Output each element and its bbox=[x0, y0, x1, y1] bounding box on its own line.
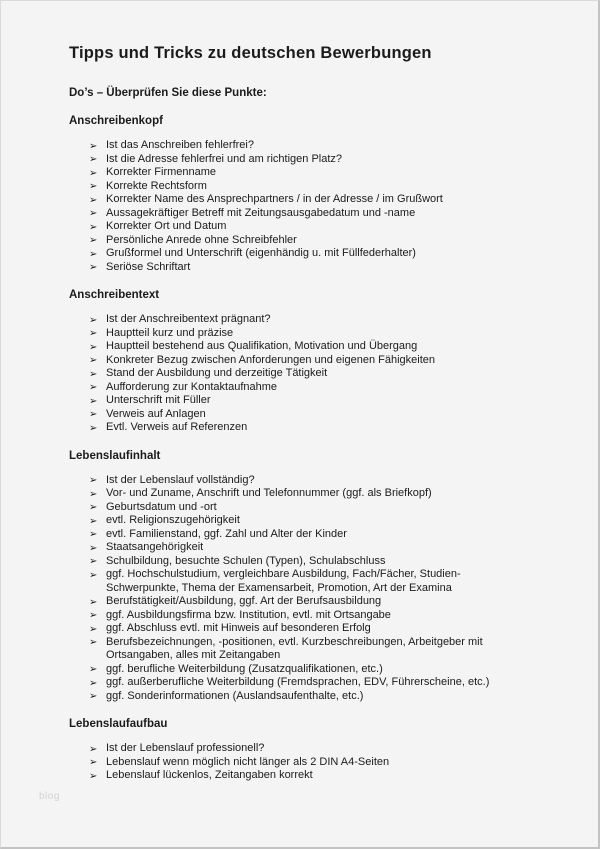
checklist-item bbox=[69, 153, 523, 167]
checklist-item bbox=[69, 340, 523, 354]
checklist-item bbox=[69, 528, 523, 542]
checklist-item-text: Korrekter Name des Ansprechpartners / in der Adresse / im Grußwort bbox=[106, 193, 443, 205]
checklist-item-text: Hauptteil bestehend aus Qualifikation, Motivation und Übergang bbox=[106, 340, 418, 352]
checklist-item bbox=[69, 690, 523, 704]
checklist-item-text: Geburtsdatum und -ort bbox=[106, 500, 217, 513]
checklist bbox=[69, 474, 523, 704]
section-title: Lebenslaufaufbau bbox=[69, 718, 168, 730]
section-title: Anschreibenkopf bbox=[69, 115, 163, 127]
arrow-bullet-icon: ➢ bbox=[89, 194, 98, 206]
checklist-item-text: Ist die Adresse fehlerfrei und am richtigen Platz? bbox=[106, 152, 343, 165]
checklist-item bbox=[69, 220, 523, 234]
arrow-bullet-icon: ➢ bbox=[89, 409, 98, 420]
arrow-bullet-icon: ➢ bbox=[89, 515, 98, 527]
checklist-item bbox=[69, 327, 523, 341]
checklist-item bbox=[69, 663, 523, 677]
checklist-item bbox=[69, 636, 523, 663]
arrow-bullet-icon: ➢ bbox=[89, 664, 98, 675]
checklist-item bbox=[69, 756, 523, 770]
blog-watermark: blog bbox=[39, 791, 60, 802]
arrow-bullet-icon: ➢ bbox=[89, 140, 98, 152]
checklist-item-text: Persönliche Anrede ohne Schreibfehler bbox=[106, 233, 297, 246]
arrow-bullet-icon: ➢ bbox=[89, 691, 98, 702]
arrow-bullet-icon: ➢ bbox=[89, 637, 98, 648]
arrow-bullet-icon: ➢ bbox=[89, 556, 98, 567]
checklist bbox=[69, 139, 523, 274]
checklist-item bbox=[69, 541, 523, 555]
checklist-item-text: Seriöse Schriftart bbox=[106, 260, 191, 273]
arrow-bullet-icon: ➢ bbox=[89, 221, 98, 233]
checklist-item-text: evtl. Religionszugehörigkeit bbox=[106, 514, 240, 526]
arrow-bullet-icon: ➢ bbox=[89, 529, 98, 540]
checklist-item-text: Lebenslauf wenn möglich nicht länger als 2 DIN A4-Seiten bbox=[106, 755, 390, 768]
arrow-bullet-icon: ➢ bbox=[89, 181, 98, 192]
checklist-item-text: Stand der Ausbildung und derzeitige Tätigkeit bbox=[106, 367, 328, 379]
dos-subtitle: Do’s – Überprüfen Sie diese Punkte: bbox=[69, 87, 267, 99]
checklist-item-text: Ist der Lebenslauf professionell? bbox=[106, 742, 265, 754]
checklist-item-text: Korrekter Ort und Datum bbox=[106, 220, 227, 232]
checklist-item-text: ggf. Sonderinformationen (Auslandsaufenthalte, etc.) bbox=[106, 689, 364, 702]
checklist-item bbox=[69, 354, 523, 368]
checklist-item-text: Aussagekräftiger Betreff mit Zeitungsausgabedatum und -name bbox=[106, 206, 416, 219]
checklist-item bbox=[69, 367, 523, 381]
checklist-item bbox=[69, 474, 523, 488]
section-anschreibentext bbox=[69, 288, 523, 435]
checklist-item-text: Ist der Anschreibentext prägnant? bbox=[106, 313, 271, 325]
arrow-bullet-icon: ➢ bbox=[89, 314, 98, 326]
arrow-bullet-icon: ➢ bbox=[89, 488, 98, 500]
arrow-bullet-icon: ➢ bbox=[89, 395, 98, 407]
section-lebenslaufinhalt bbox=[69, 449, 523, 704]
sections-container bbox=[69, 114, 523, 783]
checklist-item bbox=[69, 408, 523, 422]
checklist-item-text: Berufstätigkeit/Ausbildung, ggf. Art der Berufsausbildung bbox=[106, 595, 382, 607]
checklist-item-text: Ist das Anschreiben fehlerfrei? bbox=[106, 139, 254, 151]
page-title: Tipps und Tricks zu deutschen Bewerbungen bbox=[69, 44, 432, 62]
checklist-item bbox=[69, 514, 523, 528]
checklist-item bbox=[69, 261, 523, 275]
checklist-item bbox=[69, 139, 523, 153]
arrow-bullet-icon: ➢ bbox=[89, 235, 98, 246]
checklist-item-text: Ist der Lebenslauf vollständig? bbox=[106, 473, 255, 486]
checklist-item-text: Hauptteil kurz und präzise bbox=[106, 326, 234, 339]
checklist-item bbox=[69, 193, 523, 207]
arrow-bullet-icon: ➢ bbox=[89, 623, 98, 635]
checklist-item bbox=[69, 676, 523, 690]
checklist-item bbox=[69, 166, 523, 180]
checklist-item bbox=[69, 487, 523, 501]
checklist-item-text: Konkreter Bezug zwischen Anforderungen und eigenen Fähigkeiten bbox=[106, 353, 436, 366]
checklist-item-text: Grußformel und Unterschrift (eigenhändig u. mit Füllfederhalter) bbox=[106, 247, 416, 259]
checklist bbox=[69, 313, 523, 435]
arrow-bullet-icon: ➢ bbox=[89, 770, 98, 782]
checklist-item bbox=[69, 568, 523, 595]
checklist-item-text: Vor- und Zuname, Anschrift und Telefonnummer (ggf. als Briefkopf) bbox=[106, 487, 432, 499]
checklist-item-text: evtl. Familienstand, ggf. Zahl und Alter der Kinder bbox=[106, 527, 347, 540]
arrow-bullet-icon: ➢ bbox=[89, 262, 98, 273]
checklist bbox=[69, 742, 523, 783]
checklist-item-text: ggf. berufliche Weiterbildung (Zusatzqualifikationen, etc.) bbox=[106, 662, 383, 675]
arrow-bullet-icon: ➢ bbox=[89, 542, 98, 554]
arrow-bullet-icon: ➢ bbox=[89, 368, 98, 380]
section-title: Anschreibentext bbox=[69, 289, 160, 301]
section-title: Lebenslaufinhalt bbox=[69, 449, 161, 462]
checklist-item-text: ggf. außerberufliche Weiterbildung (Fremdsprachen, EDV, Führerscheine, etc.) bbox=[106, 676, 490, 688]
checklist-item bbox=[69, 234, 523, 248]
checklist-item-text: ggf. Ausbildungsfirma bzw. Institution, evtl. mit Ortsangabe bbox=[106, 608, 391, 621]
checklist-item-text: Korrekter Firmenname bbox=[106, 166, 217, 178]
checklist-item-text: Verweis auf Anlagen bbox=[106, 407, 206, 420]
arrow-bullet-icon: ➢ bbox=[89, 677, 98, 689]
checklist-item bbox=[69, 381, 523, 395]
checklist-item-text: Unterschrift mit Füller bbox=[106, 394, 211, 406]
arrow-bullet-icon: ➢ bbox=[89, 743, 98, 755]
arrow-bullet-icon: ➢ bbox=[89, 422, 98, 434]
arrow-bullet-icon: ➢ bbox=[89, 154, 98, 165]
arrow-bullet-icon: ➢ bbox=[89, 502, 98, 513]
checklist-item bbox=[69, 609, 523, 623]
checklist-item bbox=[69, 595, 523, 609]
checklist-item bbox=[69, 207, 523, 221]
arrow-bullet-icon: ➢ bbox=[89, 610, 98, 621]
arrow-bullet-icon: ➢ bbox=[89, 596, 98, 608]
checklist-item bbox=[69, 742, 523, 756]
arrow-bullet-icon: ➢ bbox=[89, 328, 98, 339]
checklist-item bbox=[69, 180, 523, 194]
checklist-item bbox=[69, 313, 523, 327]
section-lebenslaufaufbau bbox=[69, 717, 523, 783]
checklist-item bbox=[69, 247, 523, 261]
arrow-bullet-icon: ➢ bbox=[89, 475, 98, 486]
checklist-item-text: ggf. Abschluss evtl. mit Hinweis auf besonderen Erfolg bbox=[106, 622, 371, 634]
arrow-bullet-icon: ➢ bbox=[89, 341, 98, 353]
checklist-item-text: Korrekte Rechtsform bbox=[106, 179, 207, 192]
arrow-bullet-icon: ➢ bbox=[89, 208, 98, 219]
arrow-bullet-icon: ➢ bbox=[89, 355, 98, 366]
arrow-bullet-icon: ➢ bbox=[89, 382, 98, 393]
checklist-item-text: Lebenslauf lückenlos, Zeitangaben korrekt bbox=[106, 769, 313, 781]
checklist-item-text: ggf. Hochschulstudium, vergleichbare Ausbildung, Fach/Fächer, Studien-Schwerpunkte, Thema der Examensarbeit, Promotion, Art der Examina bbox=[106, 568, 461, 594]
checklist-item bbox=[69, 555, 523, 569]
checklist-item-text: Schulbildung, besuchte Schulen (Typen), Schulabschluss bbox=[106, 554, 386, 567]
checklist-item bbox=[69, 622, 523, 636]
arrow-bullet-icon: ➢ bbox=[89, 167, 98, 179]
arrow-bullet-icon: ➢ bbox=[89, 569, 98, 581]
section-anschreibenkopf bbox=[69, 114, 523, 274]
checklist-item bbox=[69, 421, 523, 435]
checklist-item-text: Aufforderung zur Kontaktaufnahme bbox=[106, 380, 278, 393]
checklist-item bbox=[69, 769, 523, 783]
checklist-item bbox=[69, 394, 523, 408]
checklist-item-text: Staatsangehörigkeit bbox=[106, 541, 204, 553]
arrow-bullet-icon: ➢ bbox=[89, 757, 98, 768]
checklist-item bbox=[69, 501, 523, 515]
checklist-item-text: Evtl. Verweis auf Referenzen bbox=[106, 421, 248, 433]
document-content bbox=[1, 1, 598, 783]
arrow-bullet-icon: ➢ bbox=[89, 248, 98, 260]
checklist-item-text: Berufsbezeichnungen, -positionen, evtl. Kurzbeschreibungen, Arbeitgeber mit Ortsangaben, alles mit Zeitangaben bbox=[106, 635, 483, 661]
